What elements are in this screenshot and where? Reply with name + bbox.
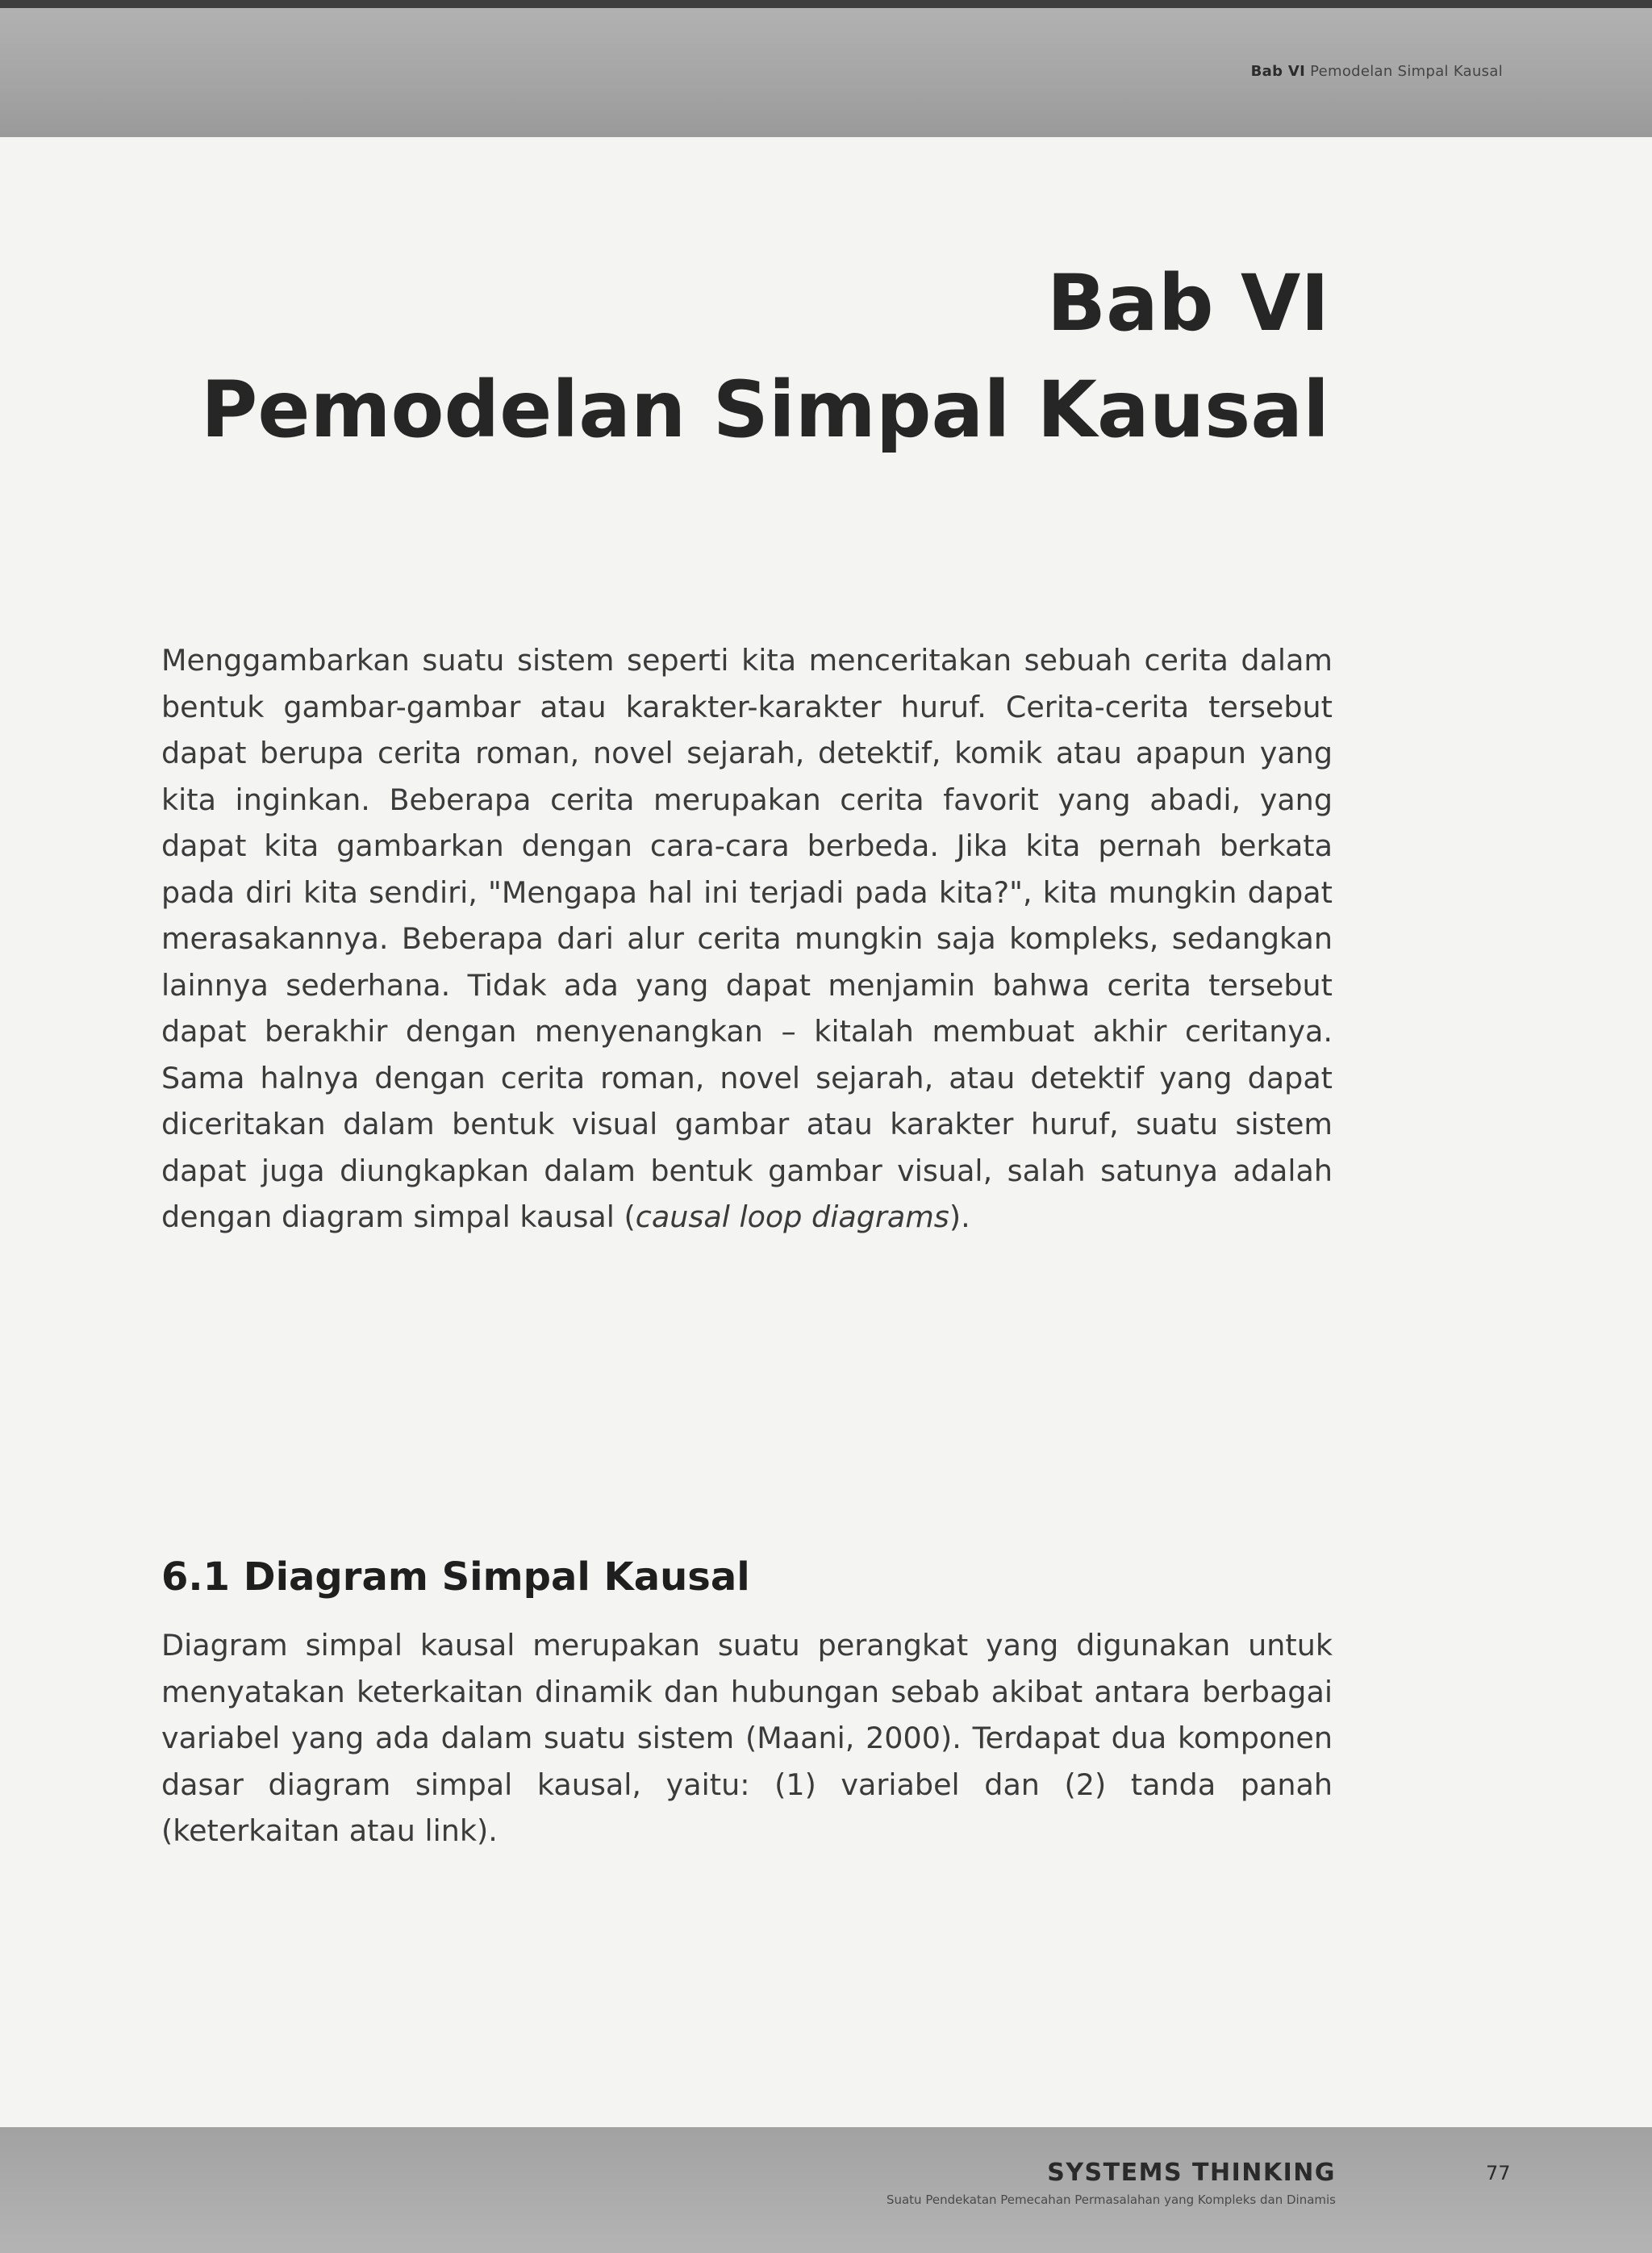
section-heading: 6.1 Diagram Simpal Kausal bbox=[161, 1554, 750, 1600]
running-head-title: Pemodelan Simpal Kausal bbox=[1310, 63, 1503, 80]
intro-italic-term: causal loop diagrams bbox=[635, 1200, 949, 1234]
chapter-number: Bab VI bbox=[1046, 258, 1329, 348]
section-paragraph: Diagram simpal kausal merupakan suatu perangkat yang digunakan untuk menyatakan keterkaitan dinamik dan hubungan sebab akibat antara berbagai variabel yang ada dalam suatu sistem (Maani, 2000). Terdapat dua komponen dasar diagram simpal kausal, yaitu: (1) variabel dan (2) tanda panah (keterkaitan atau link). bbox=[161, 1628, 1333, 1848]
running-head-chapter: Bab VI bbox=[1250, 63, 1306, 80]
footer-subtitle: Suatu Pendekatan Pemecahan Permasalahan yang Kompleks dan Dinamis bbox=[886, 2193, 1336, 2207]
bottom-band bbox=[0, 2127, 1652, 2253]
running-head bbox=[1251, 63, 1503, 80]
footer-book-title: SYSTEMS THINKING bbox=[1047, 2159, 1336, 2187]
intro-text: Menggambarkan suatu sistem seperti kita menceritakan sebuah cerita dalam bentuk gambar-gambar atau karakter-karakter huruf. Cerita-cerita tersebut dapat berupa cerita roman, novel sejarah, detektif, komik atau apapun yang kita inginkan. Beberapa cerita merupakan cerita favorit yang abadi, yang dapat kita gambarkan dengan cara-cara berbeda. Jika kita pernah berkata pada diri kita sendiri, "Mengapa hal ini terjadi pada kita?", kita mungkin dapat merasakannya. Beberapa dari alur cerita mungkin saja kompleks, sedangkan lainnya sederhana. Tidak ada yang dapat menjamin bahwa cerita tersebut dapat berakhir dengan menyenangkan – kitalah membuat akhir ceritanya. Sama halnya dengan cerita roman, novel sejarah, atau detektif yang dapat diceritakan dalam bentuk visual gambar atau karakter huruf, suatu sistem dapat juga diungkapkan dalam bentuk gambar visual, salah satunya adalah dengan diagram simpal kausal bbox=[161, 643, 1333, 1234]
intro-open-paren: ( bbox=[614, 1200, 636, 1234]
intro-paragraph bbox=[161, 637, 1333, 1241]
top-edge bbox=[0, 0, 1652, 8]
chapter-name: Pemodelan Simpal Kausal bbox=[201, 365, 1329, 455]
intro-close-paren: ). bbox=[949, 1200, 970, 1234]
chapter-title bbox=[201, 250, 1329, 463]
page-number: 77 bbox=[1486, 2162, 1511, 2184]
